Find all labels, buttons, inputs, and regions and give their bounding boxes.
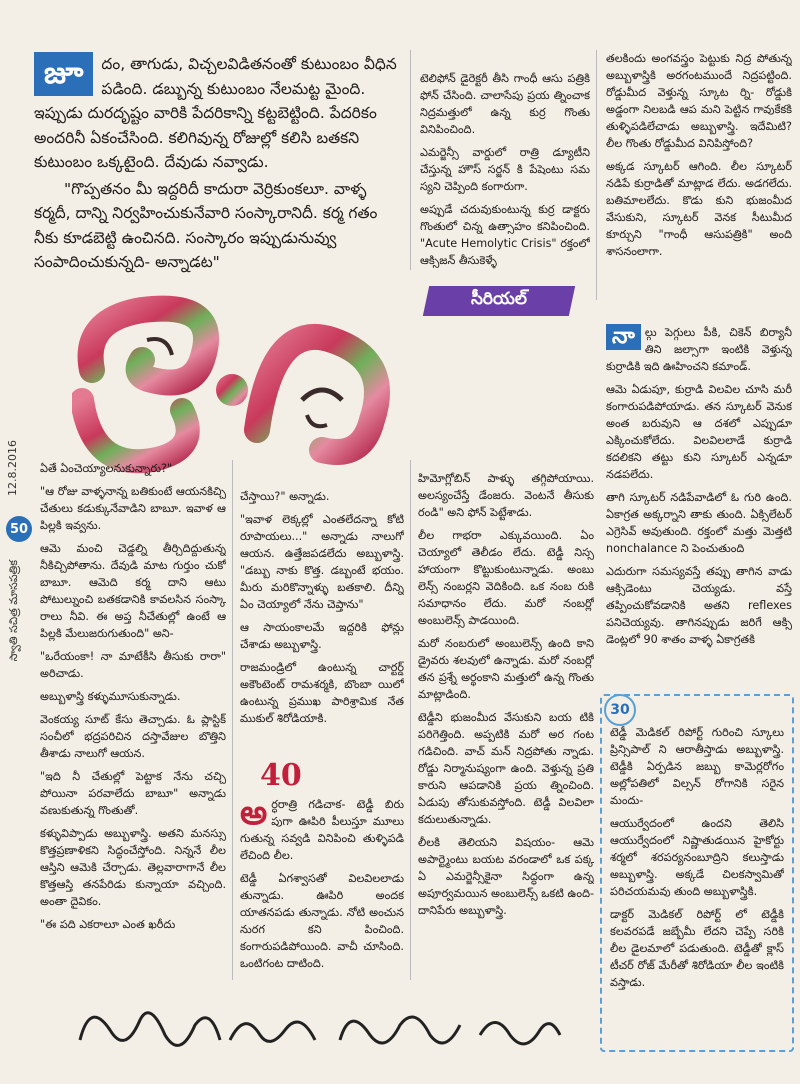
dropcap-ju: జూ [34,52,93,96]
opening-text-2: "గొప్పతనం మీ ఇద్దరిదీ కాదురా వెర్రికుంకలూ. వాళ్ళ కర్మదీ, దాన్ని నిర్వహించుకునేవారి సంస్కారానిదీ. కర్మ గతం నీకు కూడబెట్టి ఉంచినది. సంస్కారం ఇప్పుడునువ్వు సంపాదించుకున్నది- అన్నాడట" [34,179,378,271]
page-number: 50 [6,516,32,542]
column-divider [410,460,411,980]
synopsis-box [600,694,794,1052]
title-lettering [72,280,417,480]
opening-text-1: దం, తాగుడు, విచ్చలవిడితనంతో కుటుంబం వీధిన పడింది. డబ్బున్న కుటుంబం నేలమట్ట మైంది. ఇప్పుడు దురదృష్టం వారికి పేదరికాన్ని కట్టబెట్టింది. పేదరికం అందరినీ ఏకంచేసింది. కలిగివున్న రోజుల్లో కలిసి బతకని కుటుంబం ఒక్కటైంది. దేవుడు నవ్వాడు. [34,55,397,171]
column-2-bottom [240,488,404,750]
paragraph: అప్పుడే చదువుకుంటున్న కుర్ర డాక్టరు గొంతులో చిన్న ఉత్సాహం కనిపించింది. "Acute Hemolytic Crisis" రక్తంలో ఆక్సిజన్ తీసుకెళ్ళే [420,203,590,267]
paragraph: తాగి స్కూటర్ నడిపేవాడిలో ఓ గురి ఉంది. ఏకాగ్రత అక్కర్నాని తాకు తుంది. ఏక్సిలేటర్ ఎగ్రెసివ్ అవుతుంది. రక్తంలో మత్తు మెత్తటి nonchalance ని పెంచుతుంది [606,491,792,555]
paragraph: "ఇది నీ చేతుల్లో పెట్టాక నేను చచ్చి పోయినా పరవాలేదు బాబూ" అన్నాడు వణుకుతున్న గొంతుతో. [40,770,226,817]
paragraph: హిమోగ్లోబిన్ పాళ్ళు తగ్గిపోయాయి. అలస్యంచేస్తే డేంజరు. వెంటనే తీసుకు రండి" అని ఫోన్ పెట్టేశాడు. [418,472,594,519]
paragraph: అక్కడ స్కూటర్ ఆగింది. లీల స్కూటర్ నడిపే కుర్రాడితో మాట్లాడ లేదు. అడగలేదు. బతిమాలలేదు. కొడు కుని భుజంమీద వేసుకుని, స్కూటర్ వెనక సీటుమీద కూర్చుని "గాంధీ ఆసుపత్రికి" అంది శాసనంలాగా. [606,160,792,258]
paragraph: "ఈ పది ఎకరాలూ ఎంత ఖరీదు [40,918,176,931]
paragraph: ఏతే ఏంచెయ్యాలనుకున్నారు?" [40,462,173,475]
section-number: 40 [260,758,302,793]
column-2-last [240,796,404,980]
paragraph: మరో నంబరులో అంబులెన్స్ ఉంది కాని డ్రైవరు శలవులో ఉన్నాడు. మరో నంబర్లో తన ప్రశ్నే అర్థంకాని మత్తులో ఉన్న గొంతు మాట్లాడింది. [418,637,594,701]
column-divider [410,50,411,270]
paragraph: వెంకయ్య సూట్ కేసు తెచ్చాడు. ఓ ప్లాస్టిక్ సంచీలో భద్రపరిచిన దస్తావేజుల బొత్తిని తీశాడు నాలుగో ఆయన. [40,713,226,760]
paragraph: ల్గు పెగ్గులు పీకి, చికెన్ బిర్యానీ తిని జల్సాగా ఇంటికి వెళ్తున్న కుర్రాడికి ఇది ఊహించని కమాండ్. [606,326,792,373]
paragraph: ఎమర్జెన్సీ వార్డులో రాత్రి డ్యూటీని చేస్తున్న హౌస్ సర్జన్ కి పేషెంటు సమ స్యని చెప్పింది కంగారుగా. [420,146,590,193]
author-signature [70,990,570,1070]
paragraph: లీల గాభరా ఎక్కువయింది. ఏం చెయ్యాలో తెలీడం లేదు. టెడ్డీ నిస్స హాయంగా కొట్టుకుంటున్నాడు. అంబు లెన్స్ నంబర్లని వెదికింది. ఒక నంబ రుకి సమాధానం లేదు. మరో నంబర్లో అంబులెన్స్ పాడయింది. [418,529,594,627]
serial-label: సీరియల్ [423,286,575,316]
paragraph: ర్ధరాత్రి గడిచాక- టెడ్డీ బిరు పుగా ఊపిరి పీలుస్తూ మూలు గుతున్న సవ్వడి వినిపించి తుళ్ళిపడి లేచింది లీల. [240,798,404,862]
paragraph: "ఆ రోజు వాళ్ళనాన్న బతికుంటే ఆయనకిచ్చి చేతులు కడుక్కునేవాడిని బాబూ. ఇవాళ ఆ పిల్లకి ఇవ్వను. [40,485,226,532]
opening-paragraph [34,52,400,277]
column-3-mid [606,324,792,686]
serial-title [72,280,417,480]
synopsis-number: 30 [604,694,636,726]
paragraph: టెడ్డీ మెడికల్ రిపోర్ట్ గురించి స్కూలు ప్రిన్సిపాల్ ని ఆరాతీస్తాడు అబ్బుళాస్త్రి. టెడ్డీకి ఏర్పడిన జబ్బు కామెర్లరోగం అల్లోపతిలో విల్సన్ రోగానికి సరైన మందు- [610,726,784,807]
author-handwriting [70,990,570,1070]
paragraph: ఆయుర్వేదంలో ఉందని తెలిసి ఆయుర్వేదంలో నిష్ణాతుడయిన హైకోర్టు శర్మలో శరపర్యనంబూద్రిని కలుస్తాడు అబ్బుళాస్త్రి. అక్కడే చిలకస్వామితో పరిచయమవు తుంది అబ్బుళాస్త్రికి. [610,817,784,898]
paragraph: కళ్ళువిప్పాడు అబ్బుళాస్త్రి. అతని మనస్సు కొత్తప్రణాళికని సిద్ధంచేస్తోంది. నిన్ననే లీల ఆస్తిని ఆమెకి చేర్చాడు. తెల్లవారాగానే లీల కొత్తఆస్తి తనపేరిడు కున్నాయా వచ్చింది. అంతా దైవికం. [40,827,226,908]
paragraph: ఆమె ఏడుపూ, కుర్రాడి విలవిల చూసి మరీ కంగారుపడిపోయాడు. తన స్కూటర్ వెనుక అంత బరువుని ఆ దశలో ఎప్పుడూ ఎక్కించుకోలేదు. విలవిలలాడే కుర్రాడి కదలికని తట్టు కుని స్కూటర్ ఎన్నడూ నడపలేదు. [606,383,792,481]
synopsis-text [610,724,784,1044]
paragraph: "ఒరేయంకా! నా మాటేకీసి తీసుకు రారా" అరిచాడు. [40,650,226,680]
paragraph: ఆమె మంచి చెడ్డల్ని తీర్చిదిద్దుతున్న నీకిచ్చిపోతాను. దేవుడి మాట గుర్తుం చుకో బాబూ. ఆమెది కర్మ దాని ఆటు పోటుల్నుంచి బతకడానికి కావలసిన సంస్కా రాలు నీవి. ఈ అప్త నీచేతుల్లో ఉంటే ఆ పిల్లకి మేలుజరుగుతుంది" అని- [40,542,226,640]
paragraph: టెడ్డీ ఏగశ్వాసతో విలవిలలాడు తున్నాడు. ఊపిరి అందక యాతనపడు తున్నాడు. నోటి అంచున నురగ కని పించింది. కంగారుపడిపోయింది. వాచీ చూసింది. ఒంటిగంట దాటింది. [240,872,404,970]
column-2-top [420,70,590,280]
paragraph: అబ్బుళాస్త్రి కళ్ళుమూసుకున్నాడు. [40,690,181,703]
column-divider [596,50,597,300]
column-3-bottom [418,470,594,980]
issue-date: 12.8.2016 [6,440,19,496]
paragraph: ఆ సాయంకాలమే ఇద్దరికి ఫోన్లు చేశాడు అబ్బుళాస్త్రి. [240,621,404,651]
paragraph: చేస్తాయి?" అన్నాడు. [240,490,330,503]
paragraph: "ఇవాళ లెక్కల్లో ఎంతలేదన్నా కోటి రూపాయలు..." అన్నాడు నాలుగో ఆయన. ఉత్తేజపడలేదు అబ్బుళాస్త్రి. "డబ్బు నాకు కొత్త. డబ్బంటే భయం. మీరు మరికొన్నాళ్ళు బతకాలి. దీన్ని ఏం చెయ్యాలో నేను చెప్తాను" [240,513,404,611]
paragraph: ఎదురుగా సమస్యవస్తే తప్పు తాగిన వాడు ఆక్సిడెంటు చెయ్యడు. వస్తే తప్పించుకోవడానికి అతని reflexes పనిచెయ్యవు. తాగినప్పుడు జరిగే ఆక్సి డెంట్లలో 90 శాతం వాళ్ళ ఏకాగ్రతకి [606,565,792,646]
column-3-top [606,50,792,312]
dropcap-na: నా [606,324,641,350]
paragraph: టెలిఫోన్ డైరెక్టరీ తీసి గాంధీ ఆసు పత్రికి ఫోన్ చేసింది. చాలాసేపు ప్రయ త్నించాక నిద్రమత్తులో ఉన్న కుర్ర గొంతు వినిపించింది. [420,72,590,136]
paragraph: రాజమండ్రిలో ఉంటున్న చార్టర్డ్ అకౌంటెంట్ రామశర్మకి, బొంబా యిలో ఉంటున్న ప్రముఖ పారిశ్రామిక నేత ముకుల్ శిరోడియాకి. [240,661,404,725]
paragraph: టెడ్డీని భుజంమీద వేసుకుని బయ టికి పరిగెత్తింది. అప్పటికి మరో అర గంట గడిచింది. వాచ్ మన్ నిద్రపోతు న్నాడు. రోడ్డు నిర్మానుష్యంగా ఉంది. వెళ్తున్న ప్రతి కారుని ఆపడానికి ప్రయ త్నించింది. ఏడుపు తోసుకువస్తోంది. టెడ్డీ విలవిలా కదులుతున్నాడు. [418,711,594,826]
paragraph: డాక్టర్ మెడికల్ రిపోర్ట్ లో టెడ్డీకి కలవరపడే జబ్బేమీ లేదని చెప్పే సరికి లీల డైలమాలో పడుతుంది. టెడ్డీతో క్లాస్ టీచర్ రోజ్ మేరీతో శిరోడియా లీల ఇంటికి వస్తాడు. [610,908,784,989]
column-divider [232,460,233,980]
paragraph: లీలకి తెలియని విషయం- ఆమె అపార్ట్మెంటు బయట వరండాలో ఒక పక్క ఏ ఎమర్జెన్సీకైనా సిద్ధంగా ఉన్న అపూర్వమయిన అంబులెన్స్ ఒకటి ఉంది- దానిపేరు అబ్బుళాస్త్రి. [418,836,594,917]
column-1-bottom [40,460,226,980]
dropcap-a: అ [240,796,268,833]
magazine-name: స్వాతి సచిత్ర మాసపత్రిక [7,560,20,662]
paragraph: తలకిందు అంగవస్త్రం పెట్టుకు నిద్ర పోతున్న అబ్బుళాస్త్రికి అరగంటముందే నిద్రపట్టింది. రోడ్డుమీద వెళ్తున్న స్కూట ర్ని- రోడ్డుకి అడ్డంగా నిలబడి ఆప మని పెట్టిన గావుకేకకి తుళ్ళిపడిలేచాడు అబ్బుళాస్త్రి. ఇదేమిటి? లీల గొంతు రోడ్డుమీద వినిపిస్తోంది? [606,52,792,150]
